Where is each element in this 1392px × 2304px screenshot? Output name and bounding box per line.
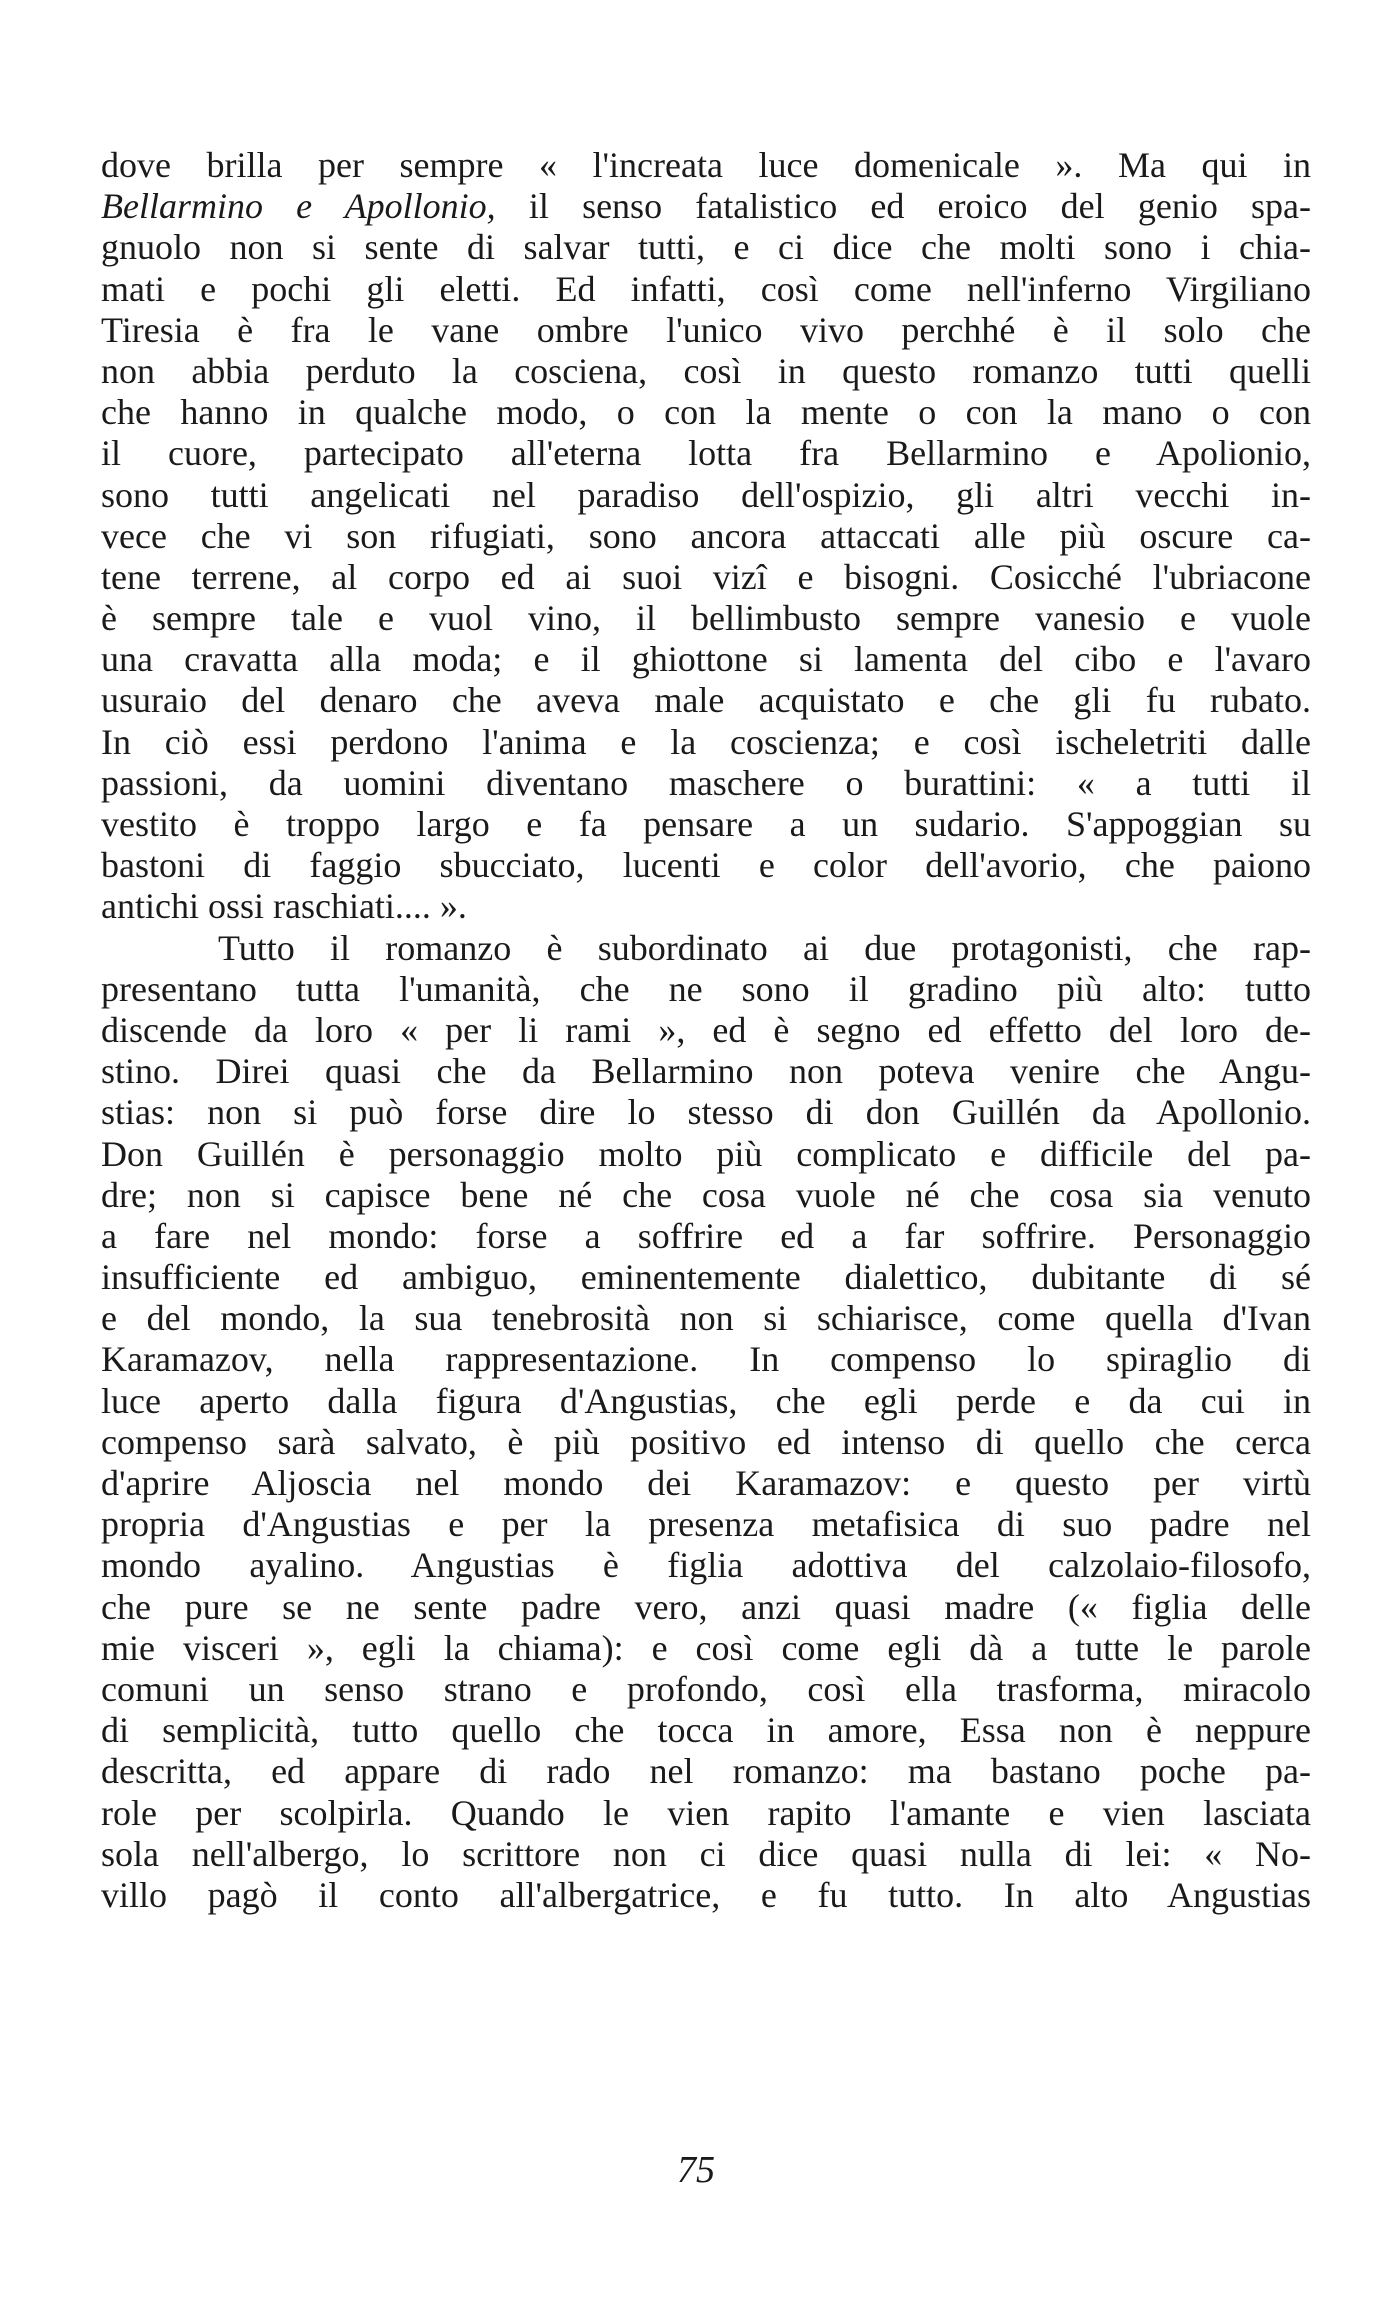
text-line: compenso sarà salvato, è più positivo ed intenso di quello che cerca <box>101 1421 1311 1462</box>
text-line: presentano tutta l'umanità, che ne sono il gradino più alto: tutto <box>101 968 1311 1009</box>
text-line: bastoni di faggio sbucciato, lucenti e color dell'avorio, che paiono <box>101 845 1311 886</box>
text-line: mondo ayalino. Angustias è figlia adottiva del calzolaio-filosofo, <box>101 1545 1311 1586</box>
text-line: sono tutti angelicati nel paradiso dell'ospizio, gli altri vecchi in- <box>101 474 1311 515</box>
text-line: d'aprire Aljoscia nel mondo dei Karamazov: e questo per virtù <box>101 1463 1311 1503</box>
text-line: discende da loro « per li rami », ed è segno ed effetto del loro de- <box>101 1009 1311 1050</box>
text-line: villo pagò il conto all'albergatrice, e fu tutto. In alto Angustias <box>101 1874 1311 1915</box>
text-line: antichi ossi raschiati.... ». <box>101 886 467 927</box>
text-line: In ciò essi perdono l'anima e la coscienza; e così ischeletriti dalle <box>101 721 1311 762</box>
text-line: che hanno in qualche modo, o con la mente o con la mano o con <box>101 392 1311 433</box>
text-line: mati e pochi gli eletti. Ed infatti, così come nell'inferno Virgiliano <box>101 268 1311 309</box>
text-line: a fare nel mondo: forse a soffrire ed a far soffrire. Personaggio <box>101 1215 1311 1256</box>
paragraph-2 <box>101 928 1311 1917</box>
text-line: dre; non si capisce bene né che cosa vuole né che cosa sia venuto <box>101 1174 1311 1215</box>
paragraph-1 <box>101 145 1311 928</box>
text-line: di semplicità, tutto quello che tocca in amore, Essa non è neppure <box>101 1710 1311 1751</box>
text-line: Tutto il romanzo è subordinato ai due protagonisti, che rap- <box>218 927 1311 968</box>
text-line: Tiresia è fra le vane ombre l'unico vivo perchhé è il solo che <box>101 309 1311 350</box>
page-number: 75 <box>677 2149 715 2191</box>
text-line: luce aperto dalla figura d'Angustias, che egli perde e da cui in <box>101 1380 1311 1421</box>
text-line: Don Guillén è personaggio molto più complicato e difficile del pa- <box>101 1133 1311 1174</box>
text-line: è sempre tale e vuol vino, il bellimbusto sempre vanesio e vuole <box>101 598 1311 639</box>
text-line: insufficiente ed ambiguo, eminentemente dialettico, dubitante di sé <box>101 1257 1311 1298</box>
text-line: comuni un senso strano e profondo, così ella trasforma, miracolo <box>101 1668 1311 1709</box>
text-line: usuraio del denaro che aveva male acquistato e che gli fu rubato. <box>101 680 1311 721</box>
text-line: stino. Direi quasi che da Bellarmino non poteva venire che Angu- <box>101 1051 1311 1092</box>
text-line: dove brilla per sempre « l'increata luce domenicale ». Ma qui in <box>101 145 1311 185</box>
text-line: gnuolo non si sente di salvar tutti, e ci dice che molti sono i chia- <box>101 227 1311 268</box>
text-line: vestito è troppo largo e fa pensare a un sudario. S'appoggian su <box>101 804 1311 844</box>
text-line: che pure se ne sente padre vero, anzi quasi madre (« figlia delle <box>101 1586 1311 1627</box>
text-line: role per scolpirla. Quando le vien rapito l'amante e vien lasciata <box>101 1792 1311 1833</box>
text-line-rest: il senso fatalistico ed eroico del genio spa- <box>495 186 1311 227</box>
text-line: tene terrene, al corpo ed ai suoi vizî e bisogni. Cosicché l'ubriacone <box>101 556 1311 597</box>
text-line: Karamazov, nella rappresentazione. In compenso lo spiraglio di <box>101 1339 1311 1380</box>
text-line: non abbia perduto la cosciena, così in questo romanzo tutti quelli <box>101 350 1311 391</box>
text-line: descritta, ed appare di rado nel romanzo: ma bastano poche pa- <box>101 1751 1311 1792</box>
text-line: e del mondo, la sua tenebrosità non si schiarisce, come quella d'Ivan <box>101 1298 1311 1339</box>
page-text <box>101 145 1311 1916</box>
text-line: sola nell'albergo, lo scrittore non ci dice quasi nulla di lei: « No- <box>101 1833 1311 1874</box>
text-line <box>101 186 1311 227</box>
text-line: vece che vi son rifugiati, sono ancora attaccati alle più oscure ca- <box>101 515 1311 556</box>
book-title-italic: Bellarmino e Apollonio, <box>101 186 496 227</box>
text-line: propria d'Angustias e per la presenza metafisica di suo padre nel <box>101 1504 1311 1545</box>
text-line: passioni, da uomini diventano maschere o burattini: « a tutti il <box>101 762 1311 803</box>
text-line: stias: non si può forse dire lo stesso di don Guillén da Apollonio. <box>101 1092 1311 1133</box>
text-line: una cravatta alla moda; e il ghiottone si lamenta del cibo e l'avaro <box>101 639 1311 680</box>
text-line: il cuore, partecipato all'eterna lotta fra Bellarmino e Apolionio, <box>101 433 1311 474</box>
text-line: mie visceri », egli la chiama): e così come egli dà a tutte le parole <box>101 1627 1311 1668</box>
